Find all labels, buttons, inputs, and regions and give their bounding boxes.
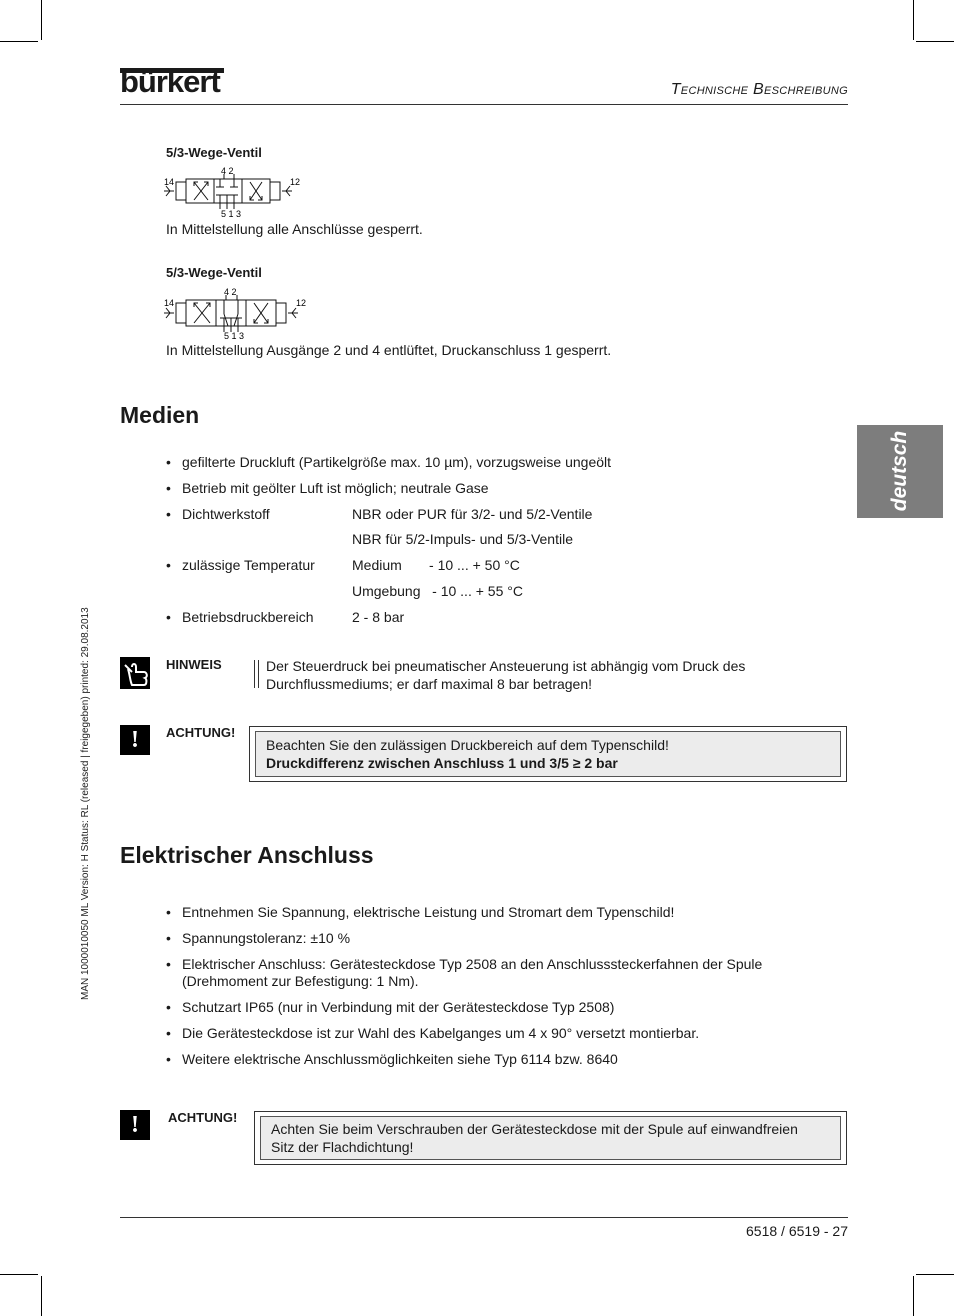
crop-mark [41, 1276, 42, 1316]
warning-box [254, 1111, 847, 1165]
print-meta: MAN 1000010050 ML Version: H Status: RL (released | freigegeben) printed: 29.08.2013 [80, 607, 91, 1000]
valve-1-bottom-ports: 5 1 3 [221, 209, 242, 218]
company-logo: bürkert [120, 64, 220, 99]
bullet-mark: • [166, 930, 171, 946]
warning-box [249, 726, 847, 782]
hinweis-label: HINWEIS [166, 657, 222, 672]
pressure-value: 2 - 8 bar [352, 609, 405, 625]
warning-line-1: Achten Sie beim Verschrauben der Gerätesteckdose mit der Spule auf einwandfreien [271, 1121, 798, 1137]
seal-label: Dichtwerkstoff [182, 506, 270, 522]
footer-rule [120, 1217, 848, 1218]
valve-1-note: In Mittelstellung alle Anschlüsse gesperrt. [166, 221, 423, 237]
medien-heading: Medien [120, 402, 200, 428]
bullet-mark: • [166, 904, 171, 920]
valve-2-left-port: 14 [164, 298, 175, 308]
hand-icon [120, 657, 150, 689]
hinweis-line-2: Durchflussmediums; er darf maximal 8 bar betragen! [266, 676, 593, 692]
warning-icon: ! [120, 1110, 150, 1140]
section-title: Technische Beschreibung [670, 81, 848, 98]
header-rule [120, 104, 848, 105]
hinweis-line-1: Der Steuerdruck bei pneumatischer Ansteuerung ist abhängig vom Druck des [266, 658, 746, 674]
bullet-mark: • [166, 1025, 171, 1041]
page-number: 6518 / 6519 - 27 [746, 1223, 848, 1239]
seal-value: NBR für 5/2-Impuls- und 5/3-Ventile [352, 531, 573, 547]
seal-value: NBR oder PUR für 3/2- und 5/2-Ventile [352, 506, 593, 522]
valve-2-top-ports: 4 2 [224, 287, 237, 297]
achtung-label: ACHTUNG! [168, 1110, 238, 1125]
crop-mark [913, 0, 914, 40]
bullet-mark: • [166, 956, 171, 972]
achtung-label: ACHTUNG! [166, 725, 236, 740]
valve-1-right-port: 12 [290, 177, 301, 187]
pressure-label: Betriebsdruckbereich [182, 609, 314, 625]
crop-mark [0, 41, 38, 42]
hinweis-bar [254, 660, 255, 688]
valve-1-top-ports: 4 2 [221, 166, 234, 176]
warning-line-1: Beachten Sie den zulässigen Druckbereich auf dem Typenschild! [266, 737, 669, 753]
bullet-mark: • [166, 454, 171, 470]
elektrisch-heading: Elektrischer Anschluss [120, 842, 374, 868]
bullet-mark: • [166, 999, 171, 1015]
valve-2-note: In Mittelstellung Ausgänge 2 und 4 entlüftet, Druckanschluss 1 gesperrt. [166, 342, 612, 358]
crop-mark [41, 0, 42, 40]
bullet-mark: • [166, 557, 171, 573]
valve-1-title: 5/3-Wege-Ventil [166, 145, 262, 160]
bullet-mark: • [166, 609, 171, 625]
hinweis-bar [258, 660, 259, 688]
warning-line-2: Druckdifferenz zwischen Anschluss 1 und 3/5 ≥ 2 bar [266, 755, 618, 771]
temperature-value: Umgebung - 10 ... + 55 °C [352, 583, 523, 599]
valve-2-symbol [164, 286, 306, 340]
valve-2-right-port: 12 [296, 298, 306, 308]
bullet-mark: • [166, 480, 171, 496]
valve-2-title: 5/3-Wege-Ventil [166, 265, 262, 280]
bullet-mark: • [166, 1051, 171, 1067]
valve-2-bottom-ports: 5 1 3 [224, 331, 245, 340]
bullet-mark: • [166, 506, 171, 522]
crop-mark [913, 1276, 914, 1316]
crop-mark [0, 1274, 38, 1275]
language-tab-label: deutsch [888, 430, 911, 512]
warning-icon: ! [120, 725, 150, 755]
warning-line-2: Sitz der Flachdichtung! [271, 1139, 414, 1155]
valve-1-left-port: 14 [164, 177, 175, 187]
temperature-value: Medium - 10 ... + 50 °C [352, 557, 520, 573]
crop-mark [916, 1274, 954, 1275]
crop-mark [916, 41, 954, 42]
language-tab [857, 425, 943, 518]
valve-1-symbol [164, 166, 302, 218]
temperature-label: zulässige Temperatur [182, 557, 315, 573]
